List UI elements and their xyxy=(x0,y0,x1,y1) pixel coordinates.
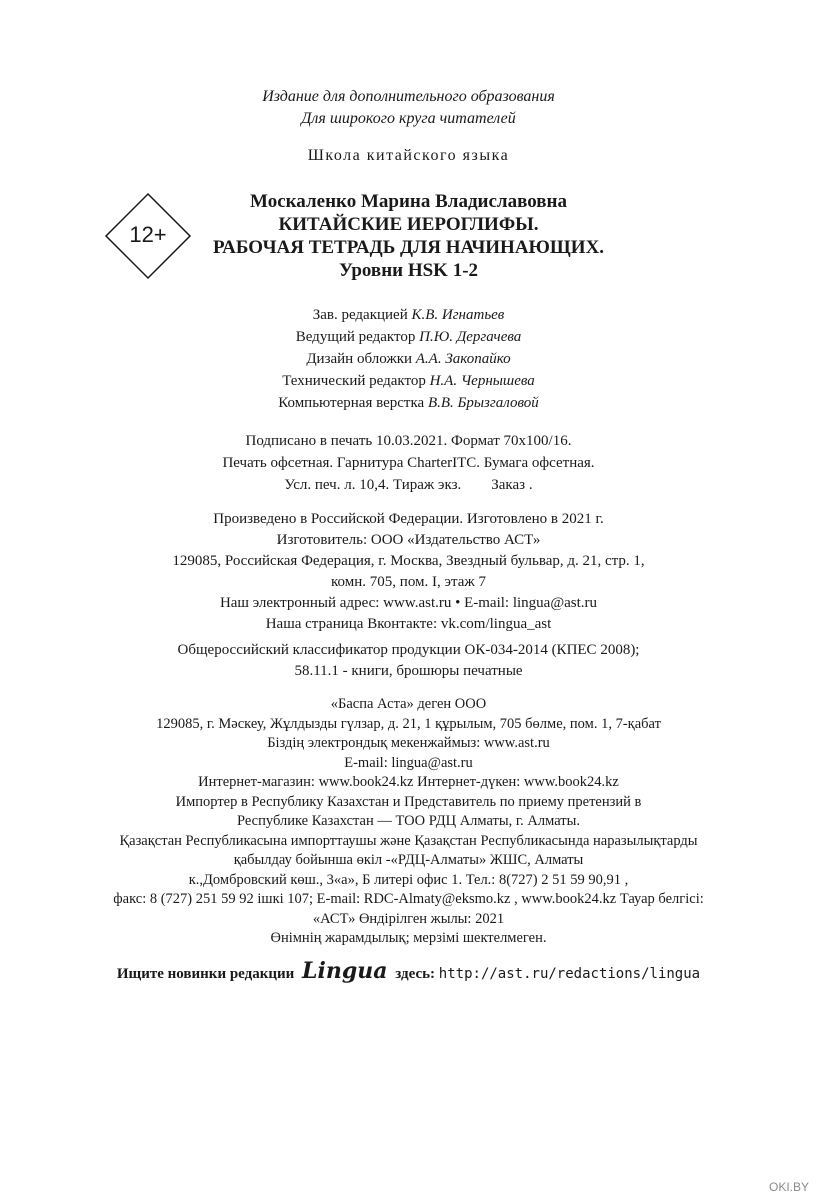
classifier-line: Общероссийский классификатор продукции ОК-034-2014 (КПЕС 2008); xyxy=(177,642,640,658)
print-info-line: Печать офсетная. Гарнитура CharterITC. Бумага офсетная. xyxy=(222,455,595,471)
edition-audience: Для широкого круга читателей xyxy=(301,110,516,127)
edition-header xyxy=(0,86,817,130)
series-name: Школа китайского языка xyxy=(307,147,510,164)
publisher-line: Изготовитель: ООО «Издательство АСТ» xyxy=(276,532,541,548)
print-info-line: Подписано в печать 10.03.2021. Формат 70х100/16. xyxy=(245,433,572,449)
publisher-line: Произведено в Российской Федерации. Изготовлено в 2021 г. xyxy=(213,511,604,527)
footer-here: здесь: xyxy=(395,966,436,982)
edition-purpose: Издание для дополнительного образования xyxy=(262,88,555,105)
credit-role: Ведущий редактор xyxy=(295,329,416,345)
credit-role: Технический редактор xyxy=(282,373,426,389)
publisher-line: 129085, Российская Федерация, г. Москва, Звездный бульвар, д. 21, стр. 1, xyxy=(172,553,645,569)
kazakh-line: 129085, г. Мәскеу, Жұлдызды гүлзар, д. 21, 1 құрылым, 705 бөлме, пом. 1, 7-қабат xyxy=(156,715,661,732)
kazakhstan-info xyxy=(0,695,817,949)
classifier-line: 58.11.1 - книги, брошюры печатные xyxy=(294,663,523,679)
site-watermark: OKI.BY xyxy=(768,1180,809,1194)
footer-prefix: Ищите новинки редакции xyxy=(116,966,295,982)
kazakh-line: қабылдау бойынша өкіл -«РДЦ-Алматы» ЖШС, Алматы xyxy=(233,852,584,868)
book-title-block xyxy=(0,190,817,282)
credit-role: Компьютерная верстка xyxy=(278,395,425,411)
lingua-url-link[interactable]: http://ast.ru/redactions/lingua xyxy=(438,966,701,982)
kazakh-line: Интернет-магазин: www.book24.kz Интернет-дүкен: www.book24.kz xyxy=(198,774,619,790)
kazakh-line: «АСТ» Өндірілген жылы: 2021 xyxy=(312,910,505,927)
age-rating-label: 12+ xyxy=(129,222,167,247)
kazakh-line: Өнімнің жарамдылық; мерзімі шектелмеген. xyxy=(270,930,547,946)
credit-item xyxy=(0,326,817,348)
credit-person: В.В. Брызгаловой xyxy=(427,395,539,411)
publisher-info xyxy=(0,509,817,635)
publisher-line: Наша страница Вконтакте: vk.com/lingua_ast xyxy=(265,616,552,632)
product-classifier xyxy=(0,640,817,682)
credit-role: Дизайн обложки xyxy=(306,351,413,367)
publisher-line: комн. 705, пом. I, этаж 7 xyxy=(331,574,486,590)
title-line-3: Уровни HSK 1-2 xyxy=(338,260,479,281)
credit-person: П.Ю. Дергачева xyxy=(419,329,522,345)
lingua-logo: Lingua xyxy=(302,958,388,984)
kazakh-line: факс: 8 (727) 251 59 92 ішкі 107; E-mail: RDC-Almaty@eksmo.kz , www.book24.kz Тауар белгісі: xyxy=(113,891,704,907)
kazakh-line: к.,Домбровский көш., 3«а», Б литері офис 1. Тел.: 8(727) 2 51 59 90,91 , xyxy=(188,871,629,888)
credit-person: Н.А. Чернышева xyxy=(429,373,535,389)
print-info xyxy=(0,430,817,496)
publisher-line: Наш электронный адрес: www.ast.ru • E-mail: lingua@ast.ru xyxy=(219,595,598,611)
credit-person: К.В. Игнатьев xyxy=(411,307,505,323)
kazakh-line: Қазақстан Республикасына импорттаушы және Қазақстан Республикасында наразылықтарды xyxy=(119,832,698,849)
credit-item xyxy=(0,304,817,326)
credit-item xyxy=(0,392,817,414)
title-line-1: КИТАЙСКИЕ ИЕРОГЛИФЫ. xyxy=(278,214,539,235)
credits-list xyxy=(0,304,817,414)
credit-person: А.А. Закопайко xyxy=(415,351,511,367)
kazakh-line: E-mail: lingua@ast.ru xyxy=(344,754,473,771)
credit-item xyxy=(0,348,817,370)
kazakh-line: Республике Казахстан — ТОО РДЦ Алматы, г. Алматы. xyxy=(237,813,580,829)
kazakh-line: Импортер в Республику Казахстан и Представитель по приему претензий в xyxy=(175,793,642,810)
credit-role: Зав. редакцией xyxy=(312,307,408,323)
kazakh-line: «Баспа Аста» деген ООО xyxy=(330,696,487,712)
author-name: Москаленко Марина Владиславовна xyxy=(250,191,567,212)
print-info-line: Усл. печ. л. 10,4. Тираж экз. Заказ . xyxy=(284,477,533,493)
title-line-2: РАБОЧАЯ ТЕТРАДЬ ДЛЯ НАЧИНАЮЩИХ. xyxy=(212,237,605,258)
kazakh-line: Біздің электрондық мекенжаймыз: www.ast.ru xyxy=(267,735,550,751)
new-releases-footer xyxy=(0,958,817,984)
credit-item xyxy=(0,370,817,392)
